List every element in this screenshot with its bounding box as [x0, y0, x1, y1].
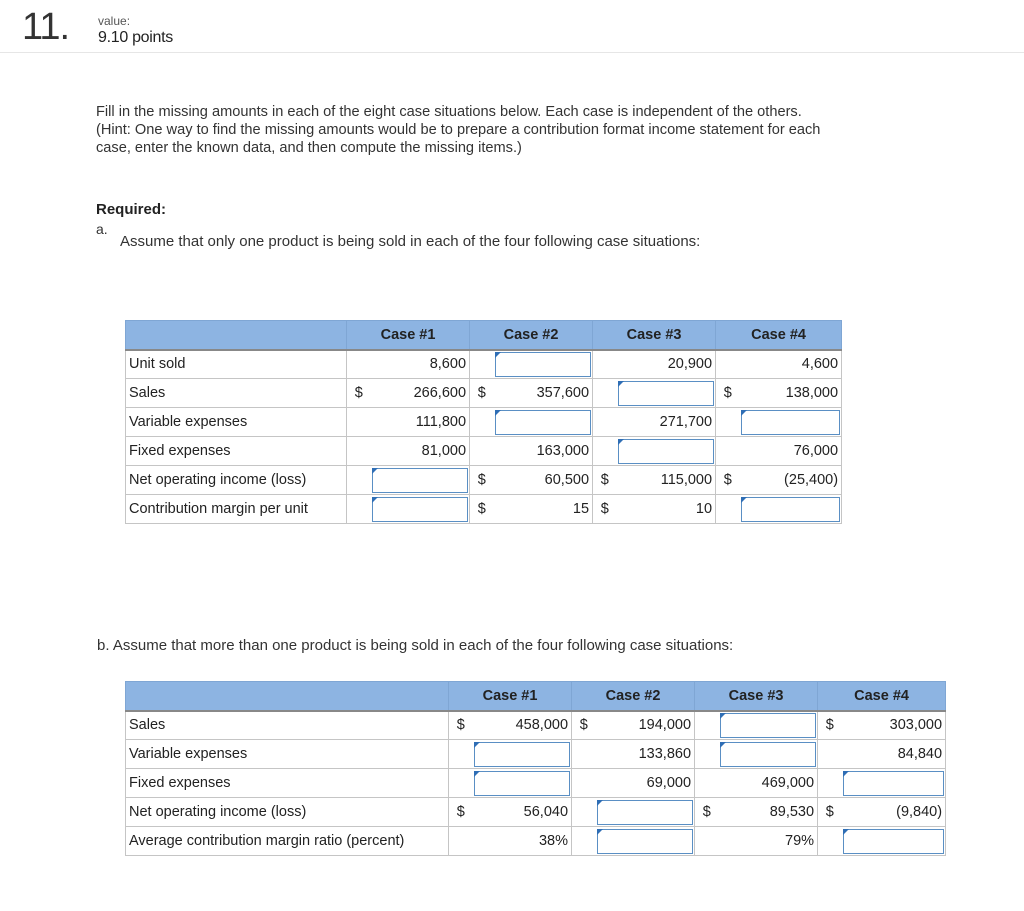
currency-symbol	[449, 769, 473, 798]
part-a-letter: a.	[96, 221, 108, 237]
input-cell	[740, 495, 842, 524]
table-row	[126, 408, 842, 437]
currency-symbol	[695, 827, 719, 856]
table-part-b	[125, 681, 946, 856]
value-case-4: 76,000	[740, 437, 842, 466]
answer-input-case-2-average-contribution-margin-ratio-percent[interactable]	[597, 829, 694, 854]
table-row	[126, 466, 842, 495]
row-label-net-operating-income-loss: Net operating income (loss)	[126, 798, 449, 827]
row-label-fixed-expenses: Fixed expenses	[126, 437, 347, 466]
currency-symbol	[593, 379, 617, 408]
table-header-label	[126, 682, 449, 711]
answer-input-case-3-variable-expenses[interactable]	[720, 742, 817, 767]
row-label-average-contribution-margin-ratio-percent: Average contribution margin ratio (percent)	[126, 827, 449, 856]
table-header-case-1: Case #1	[449, 682, 572, 711]
answer-input-case-4-variable-expenses[interactable]	[741, 410, 841, 435]
input-cell	[494, 408, 593, 437]
currency-symbol: $	[818, 798, 842, 827]
table-header-case-2: Case #2	[572, 682, 695, 711]
input-cell	[371, 495, 470, 524]
row-label-net-operating-income-loss: Net operating income (loss)	[126, 466, 347, 495]
answer-input-case-3-sales[interactable]	[618, 381, 715, 406]
table-row	[126, 350, 842, 379]
input-cell	[473, 740, 572, 769]
value-case-3: 115,000	[617, 466, 716, 495]
row-label-fixed-expenses: Fixed expenses	[126, 769, 449, 798]
value-case-3: 271,700	[617, 408, 716, 437]
value-case-3: 469,000	[719, 769, 818, 798]
answer-input-case-4-contribution-margin-per-unit[interactable]	[741, 497, 841, 522]
value-case-1: 38%	[473, 827, 572, 856]
currency-symbol	[695, 740, 719, 769]
currency-symbol	[716, 408, 740, 437]
table-row	[126, 437, 842, 466]
required-heading: Required:	[96, 201, 167, 218]
currency-symbol: $	[818, 711, 842, 740]
input-cell	[596, 827, 695, 856]
answer-input-case-1-variable-expenses[interactable]	[474, 742, 571, 767]
currency-symbol	[470, 350, 494, 379]
currency-symbol: $	[470, 466, 494, 495]
question-points: 9.10 points	[98, 29, 173, 46]
currency-symbol	[695, 769, 719, 798]
input-cell	[473, 769, 572, 798]
table-row	[126, 769, 946, 798]
currency-symbol	[593, 437, 617, 466]
value-case-1: 81,000	[371, 437, 470, 466]
table-header-case-4: Case #4	[818, 682, 946, 711]
input-cell	[740, 408, 842, 437]
answer-input-case-1-fixed-expenses[interactable]	[474, 771, 571, 796]
answer-input-case-4-fixed-expenses[interactable]	[843, 771, 945, 796]
input-cell	[617, 379, 716, 408]
row-label-sales: Sales	[126, 711, 449, 740]
currency-symbol: $	[593, 466, 617, 495]
input-cell	[494, 350, 593, 379]
table-header-case-3: Case #3	[593, 321, 716, 350]
input-cell	[719, 740, 818, 769]
question-number: 11.	[22, 6, 70, 48]
currency-symbol: $	[449, 798, 473, 827]
answer-input-case-1-net-operating-income-loss[interactable]	[372, 468, 469, 493]
answer-input-case-2-net-operating-income-loss[interactable]	[597, 800, 694, 825]
currency-symbol	[347, 350, 371, 379]
currency-symbol: $	[470, 379, 494, 408]
table-row	[126, 740, 946, 769]
value-case-1: 458,000	[473, 711, 572, 740]
currency-symbol	[818, 740, 842, 769]
value-case-2: 133,860	[596, 740, 695, 769]
table-header-case-4: Case #4	[716, 321, 842, 350]
currency-symbol	[593, 408, 617, 437]
value-case-4: (25,400)	[740, 466, 842, 495]
currency-symbol	[470, 437, 494, 466]
answer-input-case-3-sales[interactable]	[720, 713, 817, 738]
currency-symbol	[347, 466, 371, 495]
currency-symbol	[449, 827, 473, 856]
currency-symbol	[572, 769, 596, 798]
value-label: value:	[98, 14, 131, 28]
value-case-1: 266,600	[371, 379, 470, 408]
answer-input-case-3-fixed-expenses[interactable]	[618, 439, 715, 464]
value-case-2: 60,500	[494, 466, 593, 495]
row-label-sales: Sales	[126, 379, 347, 408]
row-label-contribution-margin-per-unit: Contribution margin per unit	[126, 495, 347, 524]
currency-symbol	[347, 408, 371, 437]
value-case-4: (9,840)	[842, 798, 946, 827]
input-cell	[371, 466, 470, 495]
input-cell	[719, 711, 818, 740]
currency-symbol: $	[716, 379, 740, 408]
header-divider	[0, 52, 1024, 53]
currency-symbol: $	[695, 798, 719, 827]
value-case-2: 163,000	[494, 437, 593, 466]
table-part-a	[125, 320, 842, 524]
currency-symbol: $	[593, 495, 617, 524]
currency-symbol	[572, 827, 596, 856]
currency-symbol	[449, 740, 473, 769]
currency-symbol	[818, 769, 842, 798]
value-case-1: 56,040	[473, 798, 572, 827]
currency-symbol	[695, 711, 719, 740]
input-cell	[596, 798, 695, 827]
input-cell	[842, 827, 946, 856]
table-header-case-1: Case #1	[347, 321, 470, 350]
currency-symbol	[347, 495, 371, 524]
table-row	[126, 827, 946, 856]
part-b-instruction: b. Assume that more than one product is being sold in each of the four following case situations:	[97, 637, 734, 654]
value-case-4: 4,600	[740, 350, 842, 379]
instructions: Fill in the missing amounts in each of the eight case situations below. Each case is independent of the others. (Hint: One way to find the missing amounts would be to prepare a contribution format income statement for each case, enter the known data, and then compute the missing items.)	[96, 104, 821, 156]
value-case-4: 84,840	[842, 740, 946, 769]
value-case-1: 111,800	[371, 408, 470, 437]
value-case-3: 89,530	[719, 798, 818, 827]
table-row	[126, 798, 946, 827]
answer-input-case-1-contribution-margin-per-unit[interactable]	[372, 497, 469, 522]
currency-symbol: $	[572, 711, 596, 740]
value-case-2: 15	[494, 495, 593, 524]
part-a-instruction: Assume that only one product is being sold in each of the four following case situations:	[120, 233, 701, 250]
table-header-case-2: Case #2	[470, 321, 593, 350]
table-row	[126, 379, 842, 408]
value-case-3: 10	[617, 495, 716, 524]
value-case-4: 138,000	[740, 379, 842, 408]
table-header-case-3: Case #3	[695, 682, 818, 711]
value-case-2: 357,600	[494, 379, 593, 408]
row-label-variable-expenses: Variable expenses	[126, 408, 347, 437]
currency-symbol: $	[449, 711, 473, 740]
currency-symbol	[470, 408, 494, 437]
row-label-unit-sold: Unit sold	[126, 350, 347, 379]
answer-input-case-4-average-contribution-margin-ratio-percent[interactable]	[843, 829, 945, 854]
table-row	[126, 711, 946, 740]
currency-symbol: $	[470, 495, 494, 524]
value-case-1: 8,600	[371, 350, 470, 379]
value-case-2: 194,000	[596, 711, 695, 740]
input-cell	[617, 437, 716, 466]
table-row	[126, 495, 842, 524]
value-case-3: 20,900	[617, 350, 716, 379]
answer-input-case-2-unit-sold[interactable]	[495, 352, 592, 377]
currency-symbol	[716, 437, 740, 466]
currency-symbol: $	[347, 379, 371, 408]
currency-symbol	[572, 740, 596, 769]
currency-symbol	[716, 350, 740, 379]
value-case-4: 303,000	[842, 711, 946, 740]
currency-symbol	[818, 827, 842, 856]
input-cell	[842, 769, 946, 798]
currency-symbol: $	[716, 466, 740, 495]
currency-symbol	[593, 350, 617, 379]
table-header-label	[126, 321, 347, 350]
value-case-3: 79%	[719, 827, 818, 856]
answer-input-case-2-variable-expenses[interactable]	[495, 410, 592, 435]
value-case-2: 69,000	[596, 769, 695, 798]
currency-symbol	[716, 495, 740, 524]
currency-symbol	[572, 798, 596, 827]
currency-symbol	[347, 437, 371, 466]
row-label-variable-expenses: Variable expenses	[126, 740, 449, 769]
